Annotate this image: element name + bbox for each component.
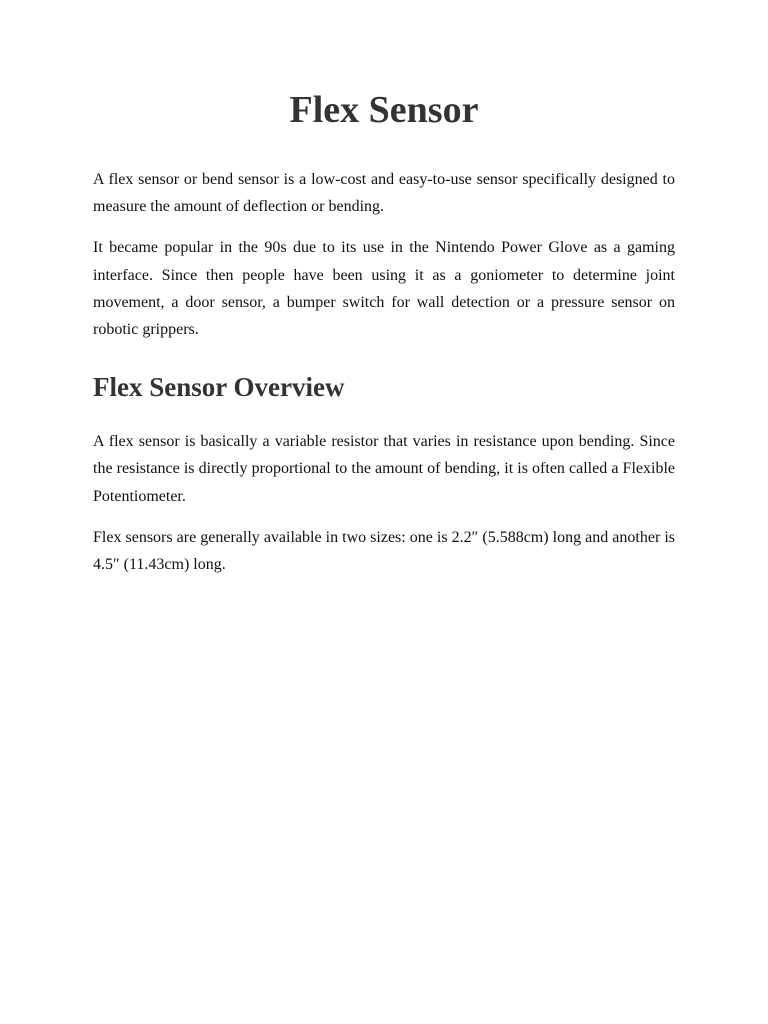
- document-page: [93, 86, 675, 578]
- section-heading: Flex Sensor Overview: [93, 372, 345, 403]
- section-paragraph-2: Flex sensors are generally available in two sizes: one is 2.2″ (5.588cm) long and another is 4.5″ (11.43cm) long.: [93, 528, 675, 574]
- intro-paragraph-1: A flex sensor or bend sensor is a low-cost and easy-to-use sensor specifically designed to measure the amount of deflection or bending.: [93, 171, 675, 216]
- page-title: Flex Sensor: [289, 89, 479, 131]
- section-paragraph-1: A flex sensor is basically a variable resistor that varies in resistance upon bending. Since the resistance is directly proportional to the amount of bending, it is often called a Flexible Potentiometer.: [93, 433, 675, 505]
- intro-paragraph-2: It became popular in the 90s due to its use in the Nintendo Power Glove as a gaming interface. Since then people have been using it as a goniometer to determine joint movement, a door sensor, a bumper switch for wall detection or a pressure sensor on robotic grippers.: [93, 239, 675, 339]
